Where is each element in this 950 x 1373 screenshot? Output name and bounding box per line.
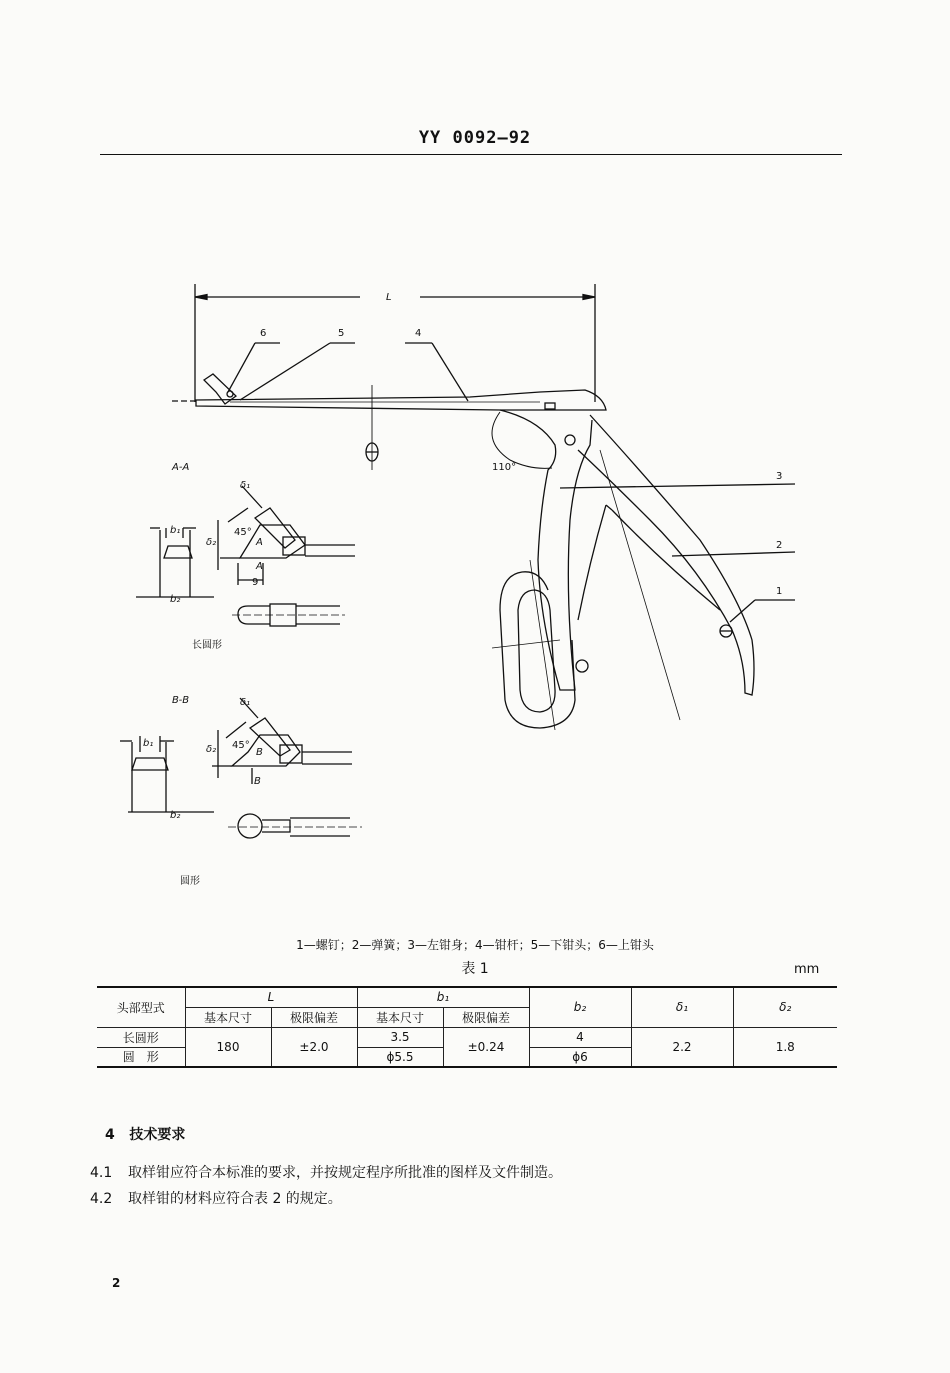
spring (578, 505, 606, 620)
th-b1-dev: 极限偏差 (443, 1007, 529, 1027)
section-BB-profile (120, 736, 217, 812)
BB-45-label: 45° (232, 740, 250, 751)
section-AA-plan (232, 604, 345, 626)
part-4-label: 4 (415, 328, 422, 339)
part-5-label: 5 (338, 328, 345, 339)
cell-b1-dev: ±0.24 (443, 1027, 529, 1067)
cell-b2: 4 (529, 1027, 631, 1047)
cell-d1: 2.2 (631, 1027, 733, 1067)
leader-3 (560, 484, 795, 488)
table-row (97, 1027, 837, 1047)
cell-b1: 3.5 (357, 1027, 443, 1047)
cell-L-basic: 180 (185, 1027, 271, 1067)
angle-110-label: 110° (492, 462, 517, 473)
cell-type: 长圆形 (97, 1027, 185, 1047)
table-title: 表 1 (461, 961, 489, 977)
part-3-label: 3 (776, 471, 783, 482)
leader-6 (228, 343, 255, 392)
left-handle (500, 410, 592, 690)
dim-L-arrow-left (195, 295, 207, 300)
paragraph-number: 4.1 (90, 1165, 113, 1181)
part-2-label: 2 (776, 540, 783, 551)
paragraph-number: 4.2 (90, 1191, 113, 1207)
th-d1: δ₁ (631, 987, 733, 1027)
AA-45-label: 45° (234, 527, 252, 538)
cell-L-dev: ±2.0 (271, 1027, 357, 1067)
dim-L-arrow-right (583, 295, 595, 300)
part-1-label: 1 (776, 586, 783, 597)
angle-arc (492, 412, 552, 468)
AA-b2-label: b₂ (170, 594, 181, 605)
section-heading (105, 1124, 185, 1144)
cell-d2: 1.8 (733, 1027, 837, 1067)
shaft-slot (545, 403, 555, 409)
section-title: 技术要求 (129, 1127, 186, 1143)
right-handle (578, 415, 754, 695)
th-L-basic: 基本尺寸 (185, 1007, 271, 1027)
paragraph-text: 取样钳应符合本标准的要求，并按规定程序所批准的图样及文件制造。 (128, 1165, 562, 1181)
th-L: L (185, 987, 357, 1007)
section-BB-plan (228, 814, 362, 838)
paragraph-4-2 (90, 1188, 342, 1208)
th-b1-basic: 基本尺寸 (357, 1007, 443, 1027)
section-AA-title: A-A (172, 462, 190, 473)
leader-5 (240, 343, 330, 400)
table-unit: mm (794, 962, 820, 977)
paragraph-4-1 (90, 1162, 562, 1182)
pivot-screw (565, 435, 575, 445)
spec-table (97, 986, 837, 1068)
BB-b1-label: b₁ (143, 738, 154, 749)
AA-A-label: A (256, 537, 263, 548)
AA-A2-label: A (256, 561, 263, 572)
th-head-type: 头部型式 (97, 987, 185, 1027)
BB-d1-label: δ₁ (240, 697, 251, 708)
th-b2: b₂ (529, 987, 631, 1027)
figure-caption: 1—螺钉；2—弹簧；3—左钳身；4—钳杆；5—下钳头；6—上钳头 (296, 938, 654, 952)
cell-b1: ϕ5.5 (357, 1047, 443, 1067)
section-AA-profile (136, 528, 217, 597)
page-header-code: YY 0092—92 (418, 128, 532, 148)
part-6-label: 6 (260, 328, 267, 339)
leader-4 (432, 343, 468, 401)
BB-B-label: B (256, 747, 263, 758)
dim-L-label: L (386, 292, 392, 303)
BB-B2-label: B (254, 776, 261, 787)
cell-type: 圆 形 (97, 1047, 185, 1067)
th-b1: b₁ (357, 987, 529, 1007)
AA-d1-label: δ₁ (240, 480, 251, 491)
BB-d2-label: δ₂ (206, 744, 217, 755)
th-L-dev: 极限偏差 (271, 1007, 357, 1027)
AA-b1-label: b₁ (170, 525, 181, 536)
cell-b2: ϕ6 (529, 1047, 631, 1067)
AA-9-label: 9 (252, 577, 259, 588)
type-long-round-label: 长圆形 (192, 640, 222, 651)
leader-2 (672, 552, 795, 556)
section-number: 4 (105, 1127, 115, 1143)
paragraph-text: 取样钳的材料应符合表 2 的规定。 (128, 1191, 342, 1207)
leader-1 (730, 600, 755, 622)
finger-loop (500, 572, 575, 728)
AA-d2-label: δ₂ (206, 537, 217, 548)
type-round-label: 圆形 (180, 876, 200, 887)
section-BB-title: B-B (172, 695, 190, 706)
BB-b2-label: b₂ (170, 810, 181, 821)
page-number: 2 (112, 1276, 121, 1290)
th-d2: δ₂ (733, 987, 837, 1027)
